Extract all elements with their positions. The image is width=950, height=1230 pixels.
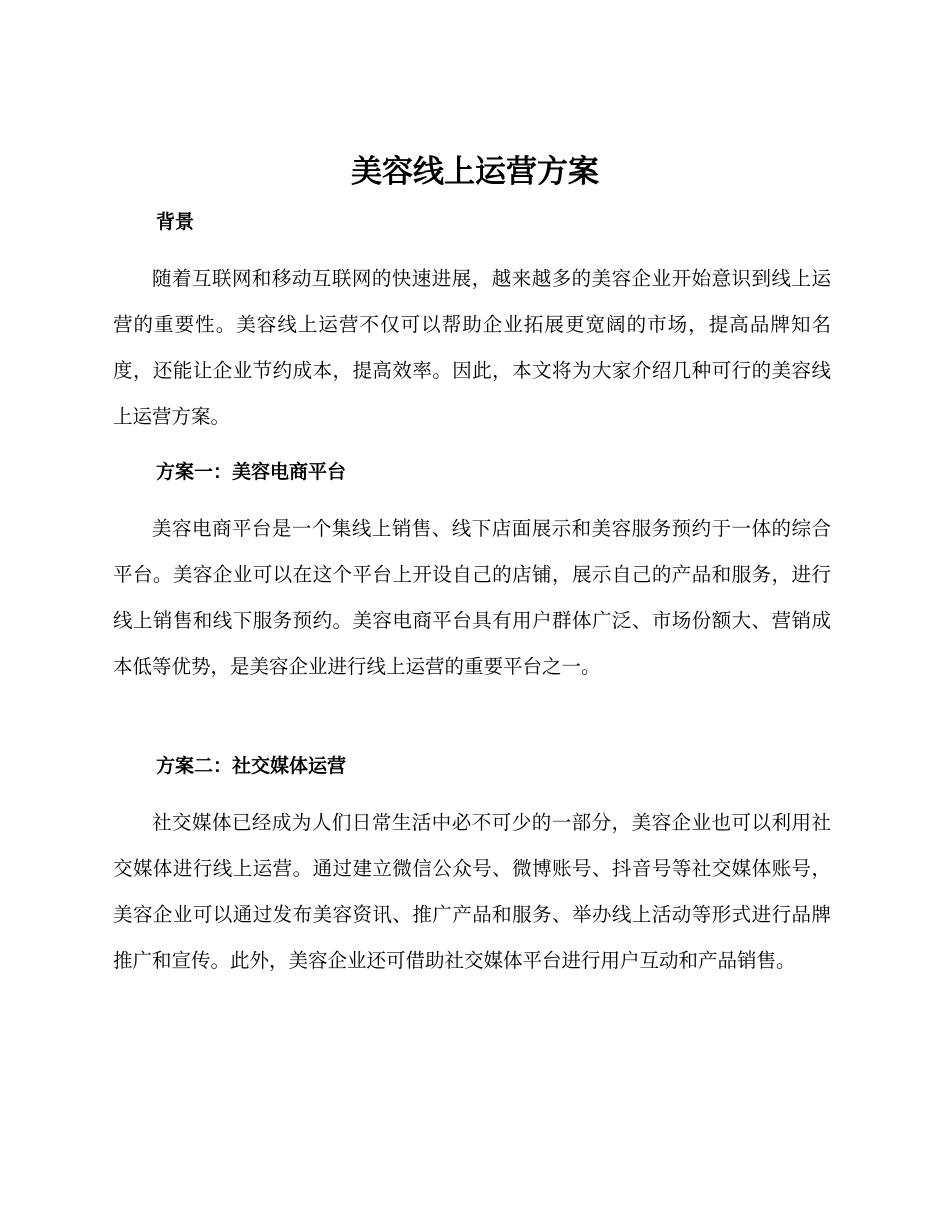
document-title: 美容线上运营方案: [351, 154, 599, 190]
section-heading-background: 背景: [156, 211, 195, 233]
section-paragraph-plan-one: 美容电商平台是一个集线上销售、线下店面展示和美容服务预约于一体的综合平台。美容企业可以在这个平台上开设自己的店铺，展示自己的产品和服务，进行线上销售和线下服务预约。美容电商平台具有用户群体广泛、市场份额大、营销成本低等优势，是美容企业进行线上运营的重要平台之一。: [113, 517, 831, 678]
section-paragraph-background: 随着互联网和移动互联网的快速进展，越来越多的美容企业开始意识到线上运营的重要性。美容线上运营不仅可以帮助企业拓展更宽阔的市场，提高品牌知名度，还能让企业节约成本，提高效率。因此，本文将为大家介绍几种可行的美容线上运营方案。: [113, 267, 831, 428]
section-heading-plan-one: 方案一：美容电商平台: [156, 461, 347, 483]
section-paragraph-plan-two: 社交媒体已经成为人们日常生活中必不可少的一部分，美容企业也可以利用社交媒体进行线上运营。通过建立微信公众号、微博账号、抖音号等社交媒体账号，美容企业可以通过发布美容资讯、推广产品和服务、举办线上活动等形式进行品牌推广和宣传。此外，美容企业还可借助社交媒体平台进行用户互动和产品销售。: [113, 811, 831, 972]
section-heading-plan-two: 方案二：社交媒体运营: [156, 755, 347, 777]
